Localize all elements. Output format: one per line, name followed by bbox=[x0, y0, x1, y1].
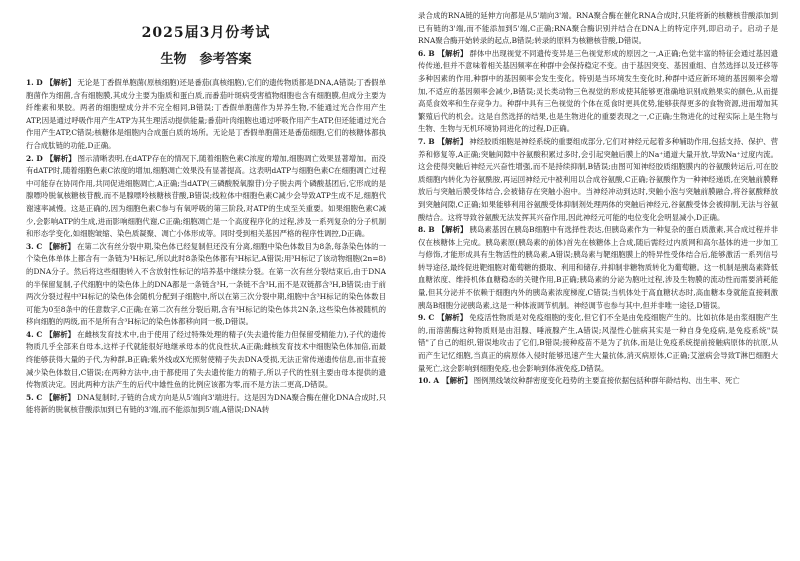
analysis-text: 在雌核发育技术中,由于使用了经过特殊处理的精子(失去遗传能力但保留受精能力),子代的遗传物质几乎全部来自母本,这样子代就能很好地继承母本的优良性状,A正确;雌核发育技术中细胞染色体加倍,而最终能够获得大量的子代,为种群,B正确;紫外线或X光照射使精子失去DNA受损,无法正常传递遗传信息,而非直接减少染色体数目,C错误;在两种方法中,由于都使用了失去遗传能力的精子,所以子代的性别主要由母本提供的遗传物质决定。因此两种方法产生的后代中雄性鱼的比例应该都为零,而不是方法二更高,D错误。 bbox=[26, 329, 386, 390]
question-number: 4. C bbox=[26, 329, 43, 339]
question-number: 1. D bbox=[26, 78, 43, 87]
analysis-text: 神经胶质细胞是神经系统的重要组成部分,它们对神经元起着多种辅助作用,包括支持、保护、营养和修复等,A正确;突触间隙中谷氨酸积累过多时,会引起突触后膜上的Na⁺通道大量开放,导致Na⁺过度内流。这会使得突触后神经元兴奋性增强,而不是持续抑制,B错误;由图可知神经胶质细胞膜内的谷氨酸转运后,可在胶质细胞内转化为谷氨酰胺,再运回神经元中被利用以合成谷氨酸,C正确;谷氨酸作为一种神经递质,在突触前膜释放后与突触后膜受体结合,会被储存在突触小泡中。当神经冲动到达时,突触小泡与突触前膜融合,将谷氨酸释放到突触间隙,C正确;如果能够利用谷氨酸受体抑制剂处理两体的突触后神经元,谷氨酸受体会被抑制,无法与谷氨酸结合。这将导致谷氨酸无法发挥其兴奋作用,因此神经元可能的电位变化会明显减小,D正确。 bbox=[418, 136, 778, 222]
analysis-tag: 【解析】 bbox=[45, 392, 75, 402]
analysis-tag: 【解析】 bbox=[437, 136, 468, 146]
question-number: 6. B bbox=[418, 48, 435, 58]
question-number: 7. B bbox=[418, 136, 435, 146]
answer-paragraph bbox=[418, 224, 778, 312]
analysis-tag: 【解析】 bbox=[45, 329, 76, 339]
answer-paragraph bbox=[26, 153, 386, 241]
analysis-text: 图示清晰表明,在dATP存在的情况下,随着细胞色素C浓度的增加,细胞凋亡效果显著增加。而没有dATP时,随着细胞色素C浓度的增加,细胞凋亡效果没有显著提高。这表明dATP与细胞色素C在细胞凋亡过程中可能存在协同作用,共同促进细胞凋亡,A正确;当dATP(三磷酸脱氧腺苷)分子脱去两个磷酸基团后,它形成的是腺嘌呤脱氧核糖核苷酸,而不是腺嘌呤核糖核苷酸,B错误;线粒体中细胞色素C减少会导致ATP生成不足,细胞代谢速率减慢。这是正确的,因为细胞色素C参与有氧呼吸的第三阶段,对ATP的生成至关重要。如果细胞色素C减少,会影响ATP的生成,进而影响细胞代谢,C正确;细胞凋亡是一个高度程序化的过程,涉及一系列复杂的分子机制和形态学变化,如细胞皱缩、染色质凝聚、凋亡小体形成等。同时受到相关基因严格的程序性调控,D正确。 bbox=[26, 153, 386, 239]
analysis-text: 胰岛素基因在胰岛B细胞中有选择性表达,但胰岛素作为一种复杂的蛋白质激素,其合成过程并非仅在核糖体上完成。胰岛素原(胰岛素的前体)首先在核糖体上合成,随后需经过内质网和高尔基体的进一步加工与修饰,才能形成具有生物活性的胰岛素,A错误;胰岛素与靶细胞膜上的特异性受体结合后,能够激活一系列信号转导途径,最终促进靶细胞对葡萄糖的摄取、利用和储存,并抑制非糖物质转化为葡萄糖。这一机制是胰岛素降低血糖浓度、维持机体血糖稳态的关键作用,B正确;胰岛素的分泌为胞吐过程,涉及生物膜的流动性而需要消耗能量,但其分泌并不依赖于细胞内外的胰岛素浓度梯度,C错误;当机体处于高血糖状态时,高血糖本身就能直接刺激胰岛B细胞分泌胰岛素,这是一种体液调节机制。神经调节也参与其中,但并非唯一途径,D错误。 bbox=[418, 225, 778, 310]
analysis-tag: 【解析】 bbox=[45, 241, 75, 251]
question-number: 10. A bbox=[418, 376, 440, 386]
answer-paragraph bbox=[418, 312, 778, 375]
analysis-text: 录合成的RNA链的延伸方向都是从5'端向3'端。RNA聚合酶在催化RNA合成时,只能将新的核糖核苷酸添加到已有链的3'端,而不能添加到5'端,C正确;RNA聚合酶识别并结合在DNA上的特定序列,即启动子。启动子是RNA聚合酶开始转录的起点,B错误;转录的原料为核糖核苷酸,D错误。 bbox=[418, 11, 778, 46]
analysis-tag: 【解析】 bbox=[437, 48, 468, 58]
page-subtitle: 生物 参考答案 bbox=[160, 52, 252, 67]
answer-paragraph bbox=[26, 241, 386, 329]
question-number: 3. C bbox=[26, 241, 43, 251]
analysis-tag: 【解析】 bbox=[45, 153, 76, 163]
analysis-text: 图例黑线皱纹种群密度变化趋势的主要直接依据包括种群年龄结构、出生率、死亡 bbox=[473, 376, 740, 386]
analysis-text: 群体中出现视觉不同遗传变异是三色视觉形成的原因之一,A正确;色觉丰富的特征会通过基因遗传传递,但并不意味着相关基因频率在种群中会保持稳定不变。由于基因突变、基因重组、自然选择以及迁移等多种因素的作用,种群中的基因频率会发生变化。特别是当环境发生变化时,种群中适应新环境的基因频率会增加,不适应的基因频率会减少,B错误;灵长类动物三色视觉的形成使其能够更准确地识别成熟果实的颜色,从而提高觅食效率和生存竞争力。种群中具有三色视觉的个体在觅食时更具优势,能够获得更多的食物资源,进而增加其繁殖后代的机会。这是自然选择的结果,也是生物进化的重要表现之一,C正确;生物进化的过程实际上是生物与生物、生物与无机环境协同进化的过程,D正确。 bbox=[418, 48, 778, 134]
answer-paragraph bbox=[418, 10, 778, 48]
analysis-tag: 【解析】 bbox=[45, 78, 76, 87]
answer-paragraph bbox=[26, 329, 386, 392]
title-block bbox=[26, 22, 386, 67]
question-number: 2. D bbox=[26, 153, 43, 163]
answer-paragraph bbox=[418, 48, 778, 136]
question-number: 8. B bbox=[418, 225, 435, 235]
left-answer-list bbox=[26, 77, 386, 417]
answer-paragraph bbox=[418, 136, 778, 224]
analysis-text: DNA复制时,子链的合成方向是从5'端向3'端进行。这是因为DNA聚合酶在催化DNA合成时,只能将新的脱氧核苷酸添加到已有链的3'端,而不能添加到5'端,A错误;DNA转 bbox=[26, 392, 386, 415]
page-title: 2025届3月份考试 bbox=[141, 25, 271, 41]
right-column bbox=[418, 10, 778, 561]
analysis-tag: 【解析】 bbox=[442, 376, 472, 386]
analysis-text: 无论是丁香假单胞菌(原核细胞)还是番茄(真核细胞),它们的遗传物质都是DNA,A错误;丁香假单胞菌作为细菌,含有细胞膜,其成分主要为脂质和蛋白质,而番茄叶斑病受害植物细胞也含有细胞膜,但成分主要为纤维素和果胶。两者的细胞壁成分并不完全相同,B错误;丁香假单胞菌作为异养生物,不能通过光合作用产生ATP,因是通过呼吸作用产生ATP为其生理活动提供能量;番茄叶肉细胞也通过呼吸作用产生ATP,但还能通过光合作用产生ATP,C错误;核糖体是细胞内合成蛋白质的场所。无论是丁香假单胞菌还是番茄细胞,它们的核糖体都执行合成肽链的功能,D正确。 bbox=[26, 78, 386, 150]
answer-paragraph bbox=[26, 77, 386, 153]
analysis-tag: 【解析】 bbox=[437, 313, 468, 323]
analysis-text: 免疫活性物质是对免疫细胞的变化,但它们不全是由免疫细胞产生的。比如抗体是由浆细胞产生的,而溶菌酶这种物质则是由泪腺、唾液腺产生,A错误;风湿性心脏病其实是一种自身免疫病,是免疫系统"误错"了自己的组织,错误地攻击了它们,B错误;接种疫苗不是为了抗体,而是让免疫系统提前接触病原体的抗原,从而产生记忆细胞,当真正的病原体入侵时能够迅速产生大量抗体,消灭病原体,C正确;艾滋病会导致T淋巴细胞大量死亡,这会影响到细胞免疫,也会影响到体液免疫,D错误。 bbox=[418, 313, 778, 373]
left-column bbox=[26, 0, 386, 551]
analysis-text: 在第二次有丝分裂中期,染色体已经复制但还没有分离,细胞中染色体数目为8条,每条染色体的一个染色体单体上都含有一条链为³H标记,所以此时8条染色体都有³H标记,A错误;用³H标记了该动物细胞(2n=8)的DNA分子。然后将这些细胞转入不含放射性标记的培养基中继续分裂。在第一次有丝分裂结束后,由于DNA的半保留复制,子代细胞中的染色体上的DNA都是一条链含³H,一条链不含³H,而不是双链都含³H,B错误;由于前两次分裂过程中³H标记的染色体会随机分配到子细胞中,所以在第三次分裂中期,细胞中含³H标记的染色体数目可能为0至8条中的任意数字,C正确;在第二次有丝分裂后期,含有³H标记的染色体共2N条,这些染色体被随机的移向细胞的两级,而不是所有含³H标记的染色体都移向同一极,D错误。 bbox=[26, 241, 386, 327]
answer-paragraph bbox=[418, 375, 778, 388]
question-number: 9. C bbox=[418, 313, 435, 323]
right-answer-list bbox=[418, 10, 778, 388]
analysis-tag: 【解析】 bbox=[437, 225, 468, 235]
answer-paragraph bbox=[26, 392, 386, 417]
question-number: 5. C bbox=[26, 392, 43, 402]
